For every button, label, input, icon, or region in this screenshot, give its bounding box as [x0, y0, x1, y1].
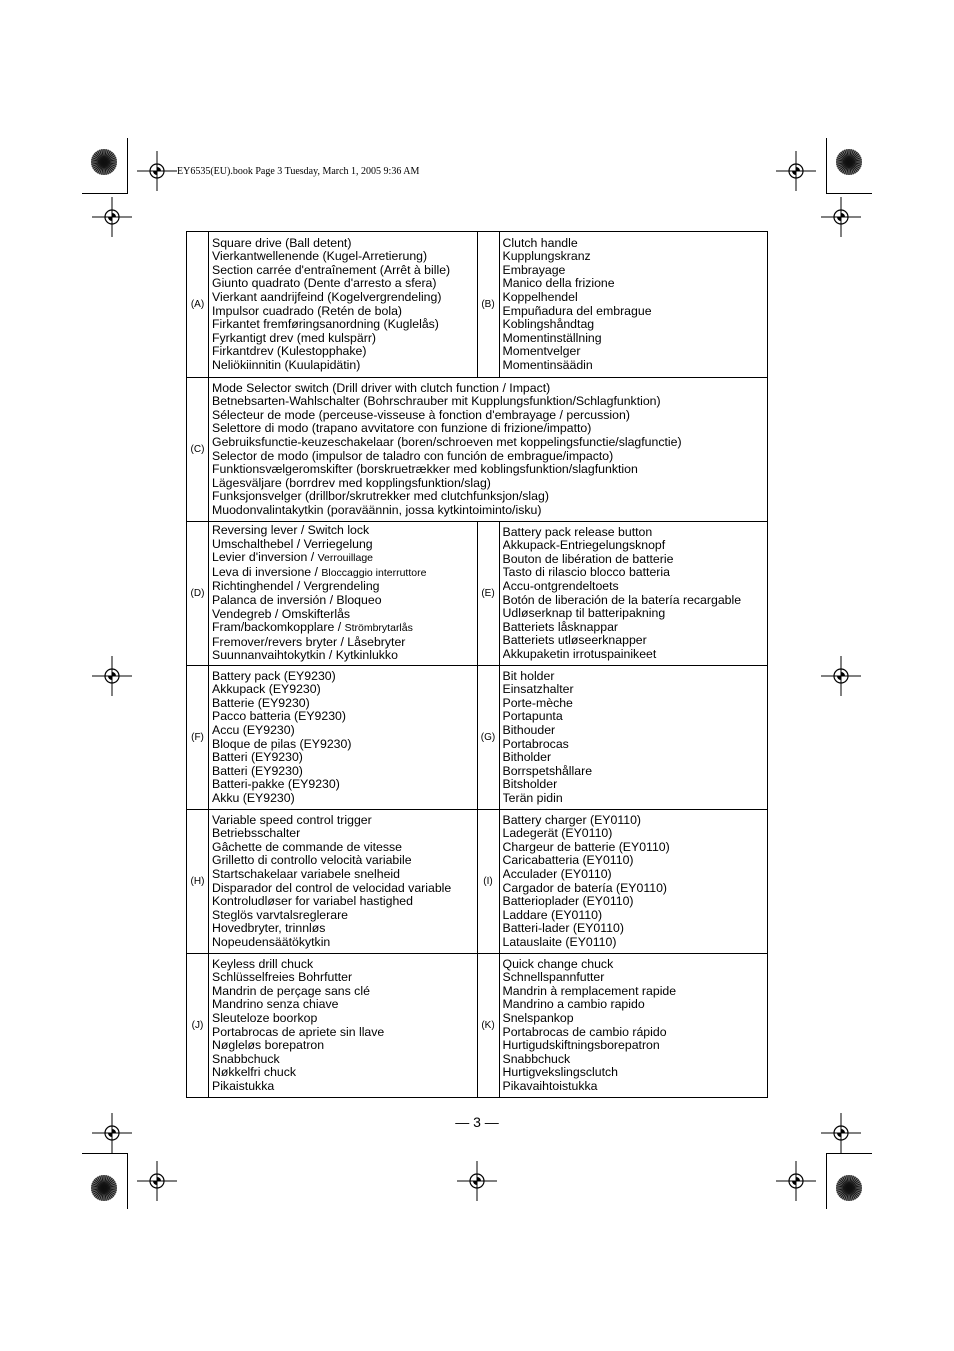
part-names — [499, 666, 768, 810]
part-name-line: Laddare (EY0110) — [502, 908, 603, 922]
part-name-line: Fyrkantigt drev (med kulspärr) — [212, 331, 377, 345]
part-name-line: Batteri (EY9230) — [212, 764, 303, 778]
part-name-line: Keyless drill chuck — [212, 957, 314, 971]
part-name-line: Schnellspannfutter — [502, 971, 605, 985]
part-name-line: Momentinställning — [502, 331, 602, 345]
part-name-main: Fram/backomkopplare / — [212, 621, 345, 635]
part-name-line: Giunto quadrato (Dente d'arresto a sfera) — [212, 277, 437, 291]
part-name-line: Lägesväljare (borrdrev med kopplingsfunktion/slag) — [212, 476, 491, 490]
part-name-main: Leva di inversione / — [212, 565, 322, 579]
color-rosette-icon — [835, 1174, 863, 1202]
part-name-line: Vierkantwellenende (Kugel-Arretierung) — [212, 250, 428, 264]
part-name-line: Snabbchuck — [212, 1052, 280, 1066]
part-names — [209, 232, 478, 378]
part-name-line: Hurtigvekslingsclutch — [502, 1066, 618, 1080]
table-row — [187, 378, 768, 522]
part-name-line: Portabrocas de apriete sin llave — [212, 1025, 385, 1039]
part-name-line: Selettore di modo (trapano avvitatore con funzione di frizione/impatto) — [212, 422, 592, 436]
part-name-line: Betriebsschalter — [212, 827, 301, 841]
crop-mark — [826, 1153, 827, 1209]
part-name-line: Mandrin de perçage sans clé — [212, 984, 370, 998]
part-name-line: Kontroludløser for variabel hastighed — [212, 895, 413, 909]
part-names — [499, 232, 768, 378]
part-name-line: Mode Selector switch (Drill driver with clutch function / Impact) — [212, 381, 551, 395]
part-name-line: Funktionsvælgeromskifter (borskruetrækker med koblingsfunktion/slagfunktion — [212, 463, 638, 477]
part-name-line: Caricabatteria (EY0110) — [502, 854, 634, 868]
part-name-line: Bitsholder — [502, 778, 558, 792]
part-name-line: Impulsor cuadrado (Retén de bola) — [212, 304, 403, 318]
part-name-line: Battery pack release button — [502, 525, 653, 539]
part-name-line: Ladegerät (EY0110) — [502, 827, 613, 841]
part-name-line: Koppelhendel — [502, 290, 578, 304]
part-name-line — [212, 551, 475, 566]
part-key: (H) — [187, 810, 209, 954]
part-name-line: Portapunta — [502, 710, 563, 724]
part-name-line: Portabrocas de cambio rápido — [502, 1025, 667, 1039]
part-name-line — [212, 636, 475, 650]
part-name-line: Akkupaketin irrotuspainikeet — [502, 647, 657, 661]
part-name-line: Tasto di rilascio blocco batteria — [502, 566, 670, 580]
part-key: (E) — [477, 522, 499, 666]
part-name-line: Pacco batteria (EY9230) — [212, 710, 346, 724]
part-names — [499, 954, 768, 1098]
part-name-line: Mandrin à remplacement rapide — [502, 984, 677, 998]
part-name-main: Reversing lever / Switch lock — [212, 524, 370, 538]
crop-mark — [127, 138, 128, 194]
part-key: (I) — [477, 810, 499, 954]
part-name-line: Square drive (Ball detent) — [212, 236, 352, 250]
part-key: (K) — [477, 954, 499, 1098]
part-name-line: Bithouder — [502, 723, 556, 737]
part-name-line: Sleuteloze boorkop — [212, 1011, 318, 1025]
part-key: (D) — [187, 522, 209, 666]
part-names — [209, 954, 478, 1098]
part-name-line — [212, 524, 475, 538]
part-name-line: Momentinsäädin — [502, 358, 593, 372]
part-name-line: Batteriets låsknappar — [502, 620, 619, 634]
part-name-line: Latauslaite (EY0110) — [502, 935, 617, 949]
page-number: — 3 — — [455, 1114, 499, 1130]
part-name-line: Manico della frizione — [502, 277, 615, 291]
part-name-main: Umschalthebel / Verriegelung — [212, 537, 373, 551]
part-name-line: Vierkant aandrijfeind (Kogelvergrendeling) — [212, 290, 442, 304]
part-name-line: Funksjonsvelger (drillbor/skrutrekker med clutchfunksjon/slag) — [212, 490, 549, 504]
part-name-line: Akkupack-Entriegelungsknopf — [502, 539, 666, 553]
part-name-small: Bloccaggio interruttore — [321, 566, 427, 579]
part-key: (B) — [477, 232, 499, 378]
part-names — [499, 810, 768, 954]
part-name-line: Sélecteur de mode (perceuse-visseuse à fonction d'embrayage / percussion) — [212, 408, 630, 422]
crop-mark — [127, 1153, 128, 1209]
part-name-line: Clutch handle — [502, 236, 578, 250]
part-name-line: Empuñadura del embrague — [502, 304, 652, 318]
part-name-line: Grilletto di controllo velocità variabile — [212, 854, 412, 868]
part-name-line: Pikaistukka — [212, 1079, 275, 1093]
part-name-line: Variable speed control trigger — [212, 813, 372, 827]
part-names — [209, 810, 478, 954]
part-name-main: Palanca de inversión / Bloqueo — [212, 594, 382, 607]
parts-table — [186, 231, 768, 1098]
part-names — [209, 378, 768, 522]
crop-mark — [82, 1153, 128, 1154]
part-name-line: Battery pack (EY9230) — [212, 669, 336, 683]
part-name-line: Bitholder — [502, 751, 552, 765]
part-name-line: Batteri-lader (EY0110) — [502, 922, 624, 936]
part-name-line: Accu-ontgrendeltoets — [502, 579, 619, 593]
part-name-line: Steglös varvtalsreglerare — [212, 908, 349, 922]
crop-mark — [826, 193, 872, 194]
part-name-line: Mandrino senza chiave — [212, 998, 339, 1012]
part-name-line: Botón de liberación de la batería recargable — [502, 593, 742, 607]
part-name-line: Koblingshåndtag — [502, 318, 595, 332]
part-name-line — [212, 594, 475, 608]
part-name-line: Betnebsarten-Wahlschalter (Bohrschrauber mit Kupplungsfunktion/Schlagfunktion) — [212, 395, 661, 409]
part-name-line: Snabbchuck — [502, 1052, 571, 1066]
part-name-line: Bloque de pilas (EY9230) — [212, 737, 352, 751]
part-name-line: Batterie (EY9230) — [212, 696, 310, 710]
part-name-line: Hurtigudskiftningsborepatron — [502, 1039, 660, 1053]
part-name-line: Mandrino a cambio rapido — [502, 998, 645, 1012]
part-name-main: Levier d'inversion / — [212, 551, 318, 565]
part-name-line: Batteriets utløseerknapper — [502, 634, 647, 648]
part-name-line: Terän pidin — [502, 791, 563, 805]
part-name-line: Battery charger (EY0110) — [502, 813, 642, 827]
part-name-line: Section carrée d'entraînement (Arrêt à bille) — [212, 263, 451, 277]
part-name-line: Cargador de batería (EY0110) — [502, 881, 668, 895]
part-name-line: Schlüsselfreies Bohrfutter — [212, 971, 353, 985]
part-name-line: Firkantet fremføringsanordning (Kuglelås) — [212, 318, 439, 332]
part-name-line: Neliökiinnitin (Kuulapidätin) — [212, 358, 361, 372]
part-name-main: Fremover/revers bryter / Låsebryter — [212, 635, 406, 649]
table-row — [187, 810, 768, 954]
part-name-small: Verrouillage — [317, 552, 374, 565]
part-name-line — [212, 621, 475, 636]
part-key: (A) — [187, 232, 209, 378]
part-key: (G) — [477, 666, 499, 810]
part-name-line: Batteri-pakke (EY9230) — [212, 778, 340, 792]
part-key: (F) — [187, 666, 209, 810]
part-name-line — [212, 649, 475, 663]
color-rosette-icon — [835, 148, 863, 176]
part-name-line: Borrspetshållare — [502, 764, 593, 778]
part-name-line: Momentvelger — [502, 345, 581, 359]
table-row — [187, 666, 768, 810]
part-name-line: Akkupack (EY9230) — [212, 683, 321, 697]
part-name-line: Nøkkelfri chuck — [212, 1066, 297, 1080]
part-name-small: Strömbrytarlås — [344, 622, 413, 635]
part-name-line: Kupplungskranz — [502, 250, 591, 264]
crop-mark — [826, 1153, 872, 1154]
part-name-line: Akku (EY9230) — [212, 791, 295, 805]
part-name-line: Firkantdrev (Kulestopphake) — [212, 345, 367, 359]
part-name-line: Batteri (EY9230) — [212, 751, 303, 765]
part-names — [209, 666, 478, 810]
part-name-line: Quick change chuck — [502, 957, 614, 971]
table-row — [187, 232, 768, 378]
part-name-main: Richtinghendel / Vergrendeling — [212, 580, 380, 594]
table-row — [187, 954, 768, 1098]
book-header: EY6535(EU).book Page 3 Tuesday, March 1, 2005 9:36 AM — [177, 166, 420, 177]
part-name-line: Embrayage — [502, 263, 566, 277]
part-name-line: Udløserknap til batteripakning — [502, 607, 666, 621]
part-name-line: Hovedbryter, trinnløs — [212, 922, 326, 936]
part-name-line: Chargeur de batterie (EY0110) — [502, 840, 670, 854]
part-name-line: Batterioplader (EY0110) — [502, 895, 634, 909]
crop-mark — [82, 193, 128, 194]
part-name-line: Disparador del control de velocidad variable — [212, 881, 452, 895]
part-names — [499, 522, 768, 666]
part-name-line: Bit holder — [502, 669, 555, 683]
part-name-line: Portabrocas — [502, 737, 569, 751]
part-name-line: Muodonvalintakytkin (poraväännin, jossa kytkintoiminto/isku) — [212, 503, 542, 517]
part-names — [209, 522, 478, 666]
part-name-line: Porte-mèche — [502, 696, 573, 710]
part-name-line: Nøgleløs borepatron — [212, 1039, 325, 1053]
part-name-line: Pikavaihtoistukka — [502, 1079, 598, 1093]
part-name-line — [212, 538, 475, 552]
color-rosette-icon — [90, 1174, 118, 1202]
part-name-line: Bouton de libération de batterie — [502, 552, 674, 566]
part-name-main: Vendegreb / Omskifterlås — [212, 607, 351, 621]
part-name-main: Suunnanvaihtokytkin / Kytkinlukko — [212, 649, 398, 663]
part-name-line: Snelspankop — [502, 1011, 574, 1025]
part-name-line: Startschakelaar variabele snelheid — [212, 867, 400, 881]
part-name-line — [212, 608, 475, 622]
part-key: (C) — [187, 378, 209, 522]
part-key: (J) — [187, 954, 209, 1098]
table-row — [187, 522, 768, 666]
crop-mark — [826, 138, 827, 194]
part-name-line: Selector de modo (impulsor de taladro con función de embrague/impacto) — [212, 449, 614, 463]
part-name-line — [212, 580, 475, 594]
part-name-line: Accu (EY9230) — [212, 723, 295, 737]
part-name-line: Gâchette de commande de vitesse — [212, 840, 403, 854]
part-name-line: Acculader (EY0110) — [502, 867, 612, 881]
part-name-line: Einsatzhalter — [502, 683, 574, 697]
color-rosette-icon — [90, 148, 118, 176]
part-name-line: Gebruiksfunctie-keuzeschakelaar (boren/schroeven met koppelingsfunctie/slagfunctie) — [212, 435, 682, 449]
part-name-line — [212, 566, 475, 581]
part-name-line: Nopeudensäätökytkin — [212, 935, 331, 949]
